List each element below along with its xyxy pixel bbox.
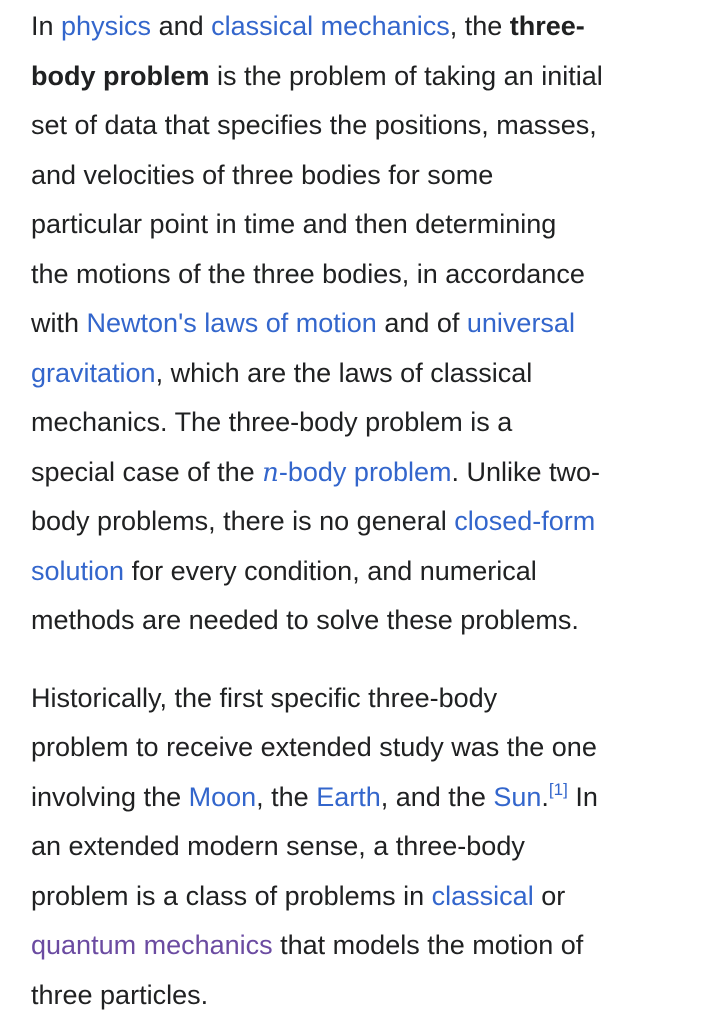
text-run: . Unlike two- (451, 456, 601, 487)
link-classical-mechanics[interactable]: classical mechanics (211, 11, 450, 41)
text-run: and of (376, 308, 467, 338)
text-line: methods are needed to solve these problems. (31, 605, 579, 635)
history-paragraph (31, 674, 712, 1021)
text-line (31, 299, 712, 349)
link-universal-gravitation-part2[interactable]: gravitation (31, 357, 156, 388)
text-run: for every condition, and numerical (124, 555, 537, 586)
link-closed-form-solution-part2[interactable]: solution (31, 555, 125, 586)
text-line (31, 2, 712, 52)
text-run: , and the (380, 781, 494, 812)
text-line: Historically, the first specific three-body (31, 682, 498, 713)
text-line (31, 349, 712, 399)
link-closed-form-solution-part1[interactable]: closed-form (454, 506, 596, 536)
text-run: and (151, 11, 212, 41)
text-line (31, 872, 712, 922)
text-line (31, 547, 712, 597)
text-run: , the (449, 11, 510, 41)
link-classical[interactable]: classical (431, 880, 534, 911)
text-line (31, 52, 712, 102)
text-line: mechanics. The three-body problem is a (31, 407, 513, 437)
text-line (31, 497, 712, 547)
text-line: particular point in time and then determining (31, 209, 557, 239)
text-run: special case of the (31, 456, 263, 487)
text-run: or (533, 880, 566, 911)
link-physics[interactable]: physics (61, 11, 152, 41)
text-run: In (567, 781, 598, 812)
link-sun[interactable]: Sun (493, 781, 542, 812)
text-line (31, 921, 712, 971)
text-line: set of data that specifies the positions, masses, (31, 110, 597, 140)
text-line (31, 448, 712, 498)
bold-term: body problem (31, 60, 210, 91)
reference-link-1[interactable]: [1] (548, 779, 568, 799)
link-n-body-problem[interactable] (262, 457, 451, 487)
link-earth[interactable]: Earth (316, 781, 381, 812)
text-run: that models the motion of (272, 930, 584, 960)
text-run: body problems, there is no general (31, 506, 455, 536)
text-run: problem is a class of problems in (31, 880, 432, 911)
link-universal-gravitation-part1[interactable]: universal (466, 308, 575, 338)
text-run: with (31, 308, 87, 338)
text-line: an extended modern sense, a three-body (31, 831, 525, 861)
text-run: . (541, 781, 549, 812)
math-variable-n: n (262, 457, 279, 488)
intro-paragraph (31, 0, 712, 646)
text-run: , the (256, 781, 317, 812)
link-moon[interactable]: Moon (188, 781, 257, 812)
bold-term: three- (509, 11, 585, 41)
text-line: problem to receive extended study was the one (31, 732, 597, 762)
text-run: In (31, 11, 62, 41)
text-line: and velocities of three bodies for some (31, 159, 494, 190)
text-run: involving the (31, 781, 189, 812)
link-quantum-mechanics[interactable]: quantum mechanics (31, 930, 273, 960)
link-newtons-laws-of-motion[interactable]: Newton's laws of motion (86, 308, 377, 338)
link-text: -body problem (278, 456, 452, 487)
text-line: the motions of the three bodies, in accordance (31, 258, 585, 289)
text-line: three particles. (31, 979, 209, 1010)
text-run: , which are the laws of classical (155, 357, 533, 388)
text-run: is the problem of taking an initial (209, 60, 603, 91)
text-line (31, 773, 712, 823)
